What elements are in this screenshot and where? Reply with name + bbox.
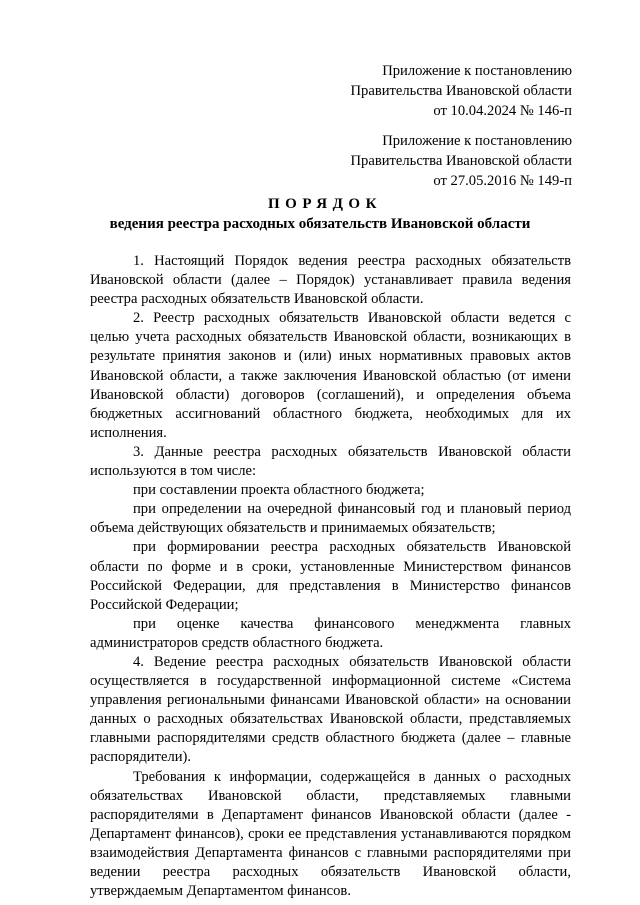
paragraph: 3. Данные реестра расходных обязательств Ивановской области используются в том числе: — [90, 443, 571, 480]
document-title: ПОРЯДОК — [268, 196, 382, 212]
appendix-header-original — [351, 131, 572, 191]
appendix-date: от 10.04.2024 № 146-п — [433, 103, 572, 119]
paragraph: при оценке качества финансового менеджмента главных администраторов средств областного бюджета. — [90, 615, 571, 651]
paragraph: при формировании реестра расходных обязательств Ивановской области по форме и в сроки, установленные Министерством финансов Российской Федерации, для представления в Министерство финансов Российской Федерации; — [90, 539, 571, 613]
paragraph: 1. Настоящий Порядок ведения реестра расходных обязательств Ивановской области (далее – Порядок) устанавливает правила ведения реестра расходных обязательств Ивановской области. — [90, 253, 571, 308]
paragraph: 2. Реестр расходных обязательств Ивановской области ведется с целью учета расходных обязательств Ивановской области, возникающих в результате принятия законов и (или) иных нормативных правовых актов Ивановской области, а также заключения Ивановской областью (от имени Ивановской области) договоров (соглашений), и определения объема бюджетных ассигнований областного бюджета, необходимых для их исполнения. — [90, 310, 571, 441]
paragraph: Требования к информации, содержащейся в данных о расходных обязательствах Ивановской области, представляемых главными распорядителями в Департамент финансов Ивановской области (далее - Департамент финансов), сроки ее представления устанавливаются порядком взаимодействия Департамента финансов с главными распорядителями при ведении реестра расходных обязательств Ивановской области, утверждаемым Департаментом финансов. — [90, 768, 571, 900]
paragraph: 4. Ведение реестра расходных обязательств Ивановской области осуществляется в государственной информационной системе «Система управления региональными финансами Ивановской области» на основании данных о расходных обязательствах Ивановской области, представляемых главными распорядителями средств областного бюджета (далее – главные распорядители). — [90, 653, 571, 766]
appendix-line: Правительства Ивановской области — [350, 153, 572, 169]
appendix-date: от 27.05.2016 № 149-п — [433, 173, 572, 189]
paragraph: при определении на очередной финансовый год и плановый период объема действующих обязательств и принимаемых обязательств; — [90, 501, 571, 537]
appendix-line: Правительства Ивановской области — [350, 83, 572, 99]
appendix-line: Приложение к постановлению — [382, 133, 572, 149]
document-body — [90, 252, 571, 901]
appendix-header-current — [351, 61, 572, 121]
document-subtitle: ведения реестра расходных обязательств Ивановской области — [109, 216, 531, 232]
paragraph: при составлении проекта областного бюджета; — [133, 482, 425, 499]
appendix-line: Приложение к постановлению — [382, 63, 572, 79]
